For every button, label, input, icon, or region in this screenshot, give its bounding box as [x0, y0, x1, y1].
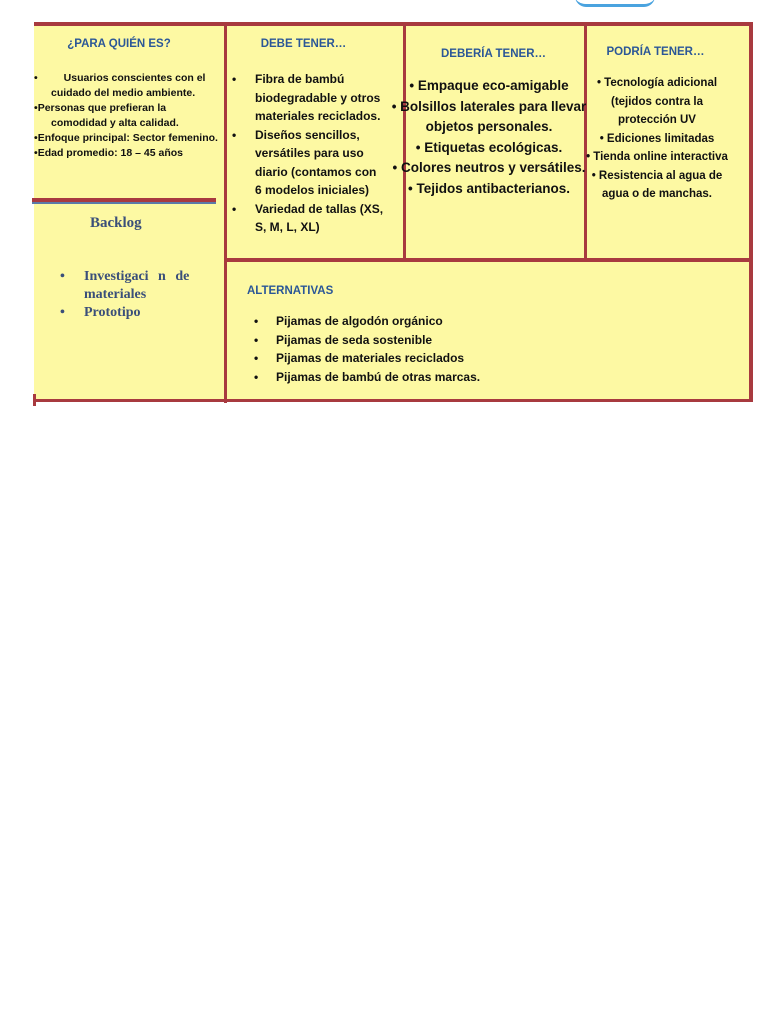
list-item: •Enfoque principal: Sector femenino.: [34, 132, 218, 144]
podria-tener-title: PODRÍA TENER…: [606, 46, 705, 58]
list-item: • Empaque eco-amigable: [409, 78, 569, 93]
podria-tener-list: [582, 74, 732, 204]
list-item: • Pijamas de algodón orgánico: [250, 312, 650, 331]
list-item: •Personas que prefieran la comodidad y alta calidad.: [34, 102, 179, 129]
list-item: • Bolsillos laterales para llevar objetos personales.: [391, 98, 587, 134]
deberia-tener-list: [389, 76, 589, 199]
backlog-list: [60, 268, 230, 322]
deberia-tener-title: DEBERÍA TENER…: [441, 48, 546, 60]
alternativas-title: ALTERNATIVAS: [247, 285, 334, 297]
list-item: • Variedad de tallas (XS, S, M, L, XL): [230, 200, 385, 237]
divider-left-stub: [33, 394, 36, 406]
list-item: • Tienda online interactiva: [586, 151, 728, 163]
list-item: • Pijamas de bambú de otras marcas.: [250, 368, 650, 387]
list-item: • Etiquetas ecológicas.: [415, 139, 563, 155]
para-quien-list: [34, 71, 219, 161]
list-item: • Pijamas de materiales reciclados: [250, 349, 650, 368]
decorative-swoosh: [575, 0, 655, 7]
backlog-title: Backlog: [90, 215, 142, 231]
divider-vertical: [224, 22, 227, 403]
list-item: • Diseños sencillos, versátiles para uso diario (contamos con 6 modelos iniciales): [230, 126, 385, 200]
list-item: • Investigaci n de materiales: [60, 268, 230, 304]
para-quien-title: ¿PARA QUIÉN ES?: [67, 38, 171, 50]
list-item: • Colores neutros y versátiles.: [392, 160, 586, 175]
list-item: • Tecnología adicional (tejidos contra la protección UV: [596, 77, 718, 126]
list-item: • Ediciones limitadas: [599, 132, 715, 145]
alternativas-list: [250, 312, 650, 386]
list-item: • Fibra de bambú biodegradable y otros materiales reciclados.: [230, 70, 385, 126]
debe-tener-list: [230, 70, 385, 237]
divider-horizontal: [226, 258, 751, 262]
product-canvas-board: [34, 22, 753, 402]
list-item: • Prototipo: [60, 304, 230, 322]
list-item: •Edad promedio: 18 – 45 años: [34, 147, 183, 159]
divider-horizontal-blue: [32, 202, 216, 204]
list-item: • Resistencia al agua de agua o de manchas.: [591, 169, 723, 200]
list-item: • Tejidos antibacterianos.: [407, 180, 570, 196]
debe-tener-title: DEBE TENER…: [260, 38, 347, 50]
list-item: • Usuarios conscientes con el cuidado del medio ambiente.: [34, 72, 206, 99]
list-item: • Pijamas de seda sostenible: [250, 331, 650, 350]
